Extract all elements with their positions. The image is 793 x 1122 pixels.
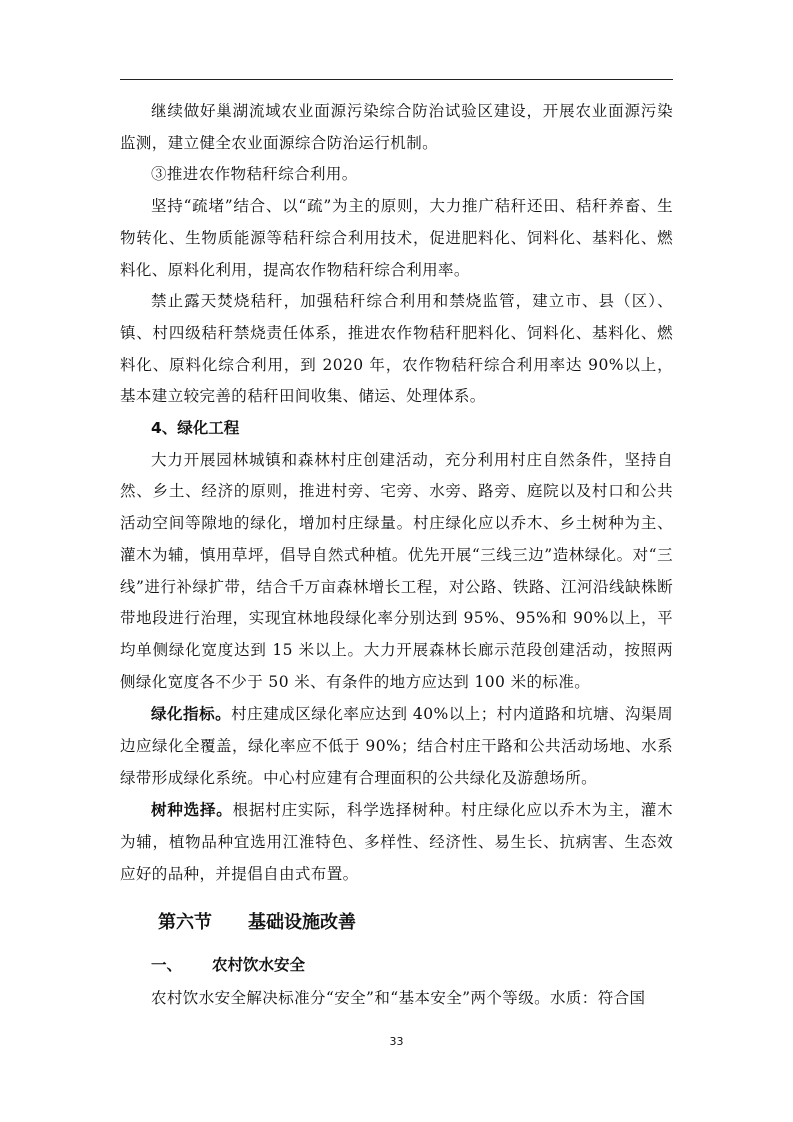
paragraph-species-selection: [120, 794, 673, 890]
document-body: [120, 96, 673, 1014]
species-text: 根据村庄实际，科学选择树种。村庄绿化应以乔木为主，灌木为辅，植物品种宜选用江淮特色、多样性、经济性、易生长、抗病害、生态效应好的品种，并提倡自由式布置。: [120, 801, 673, 883]
section-title: 基础设施改善: [248, 911, 356, 933]
page-number: 33: [389, 1035, 404, 1048]
indicator-text: 村庄建成区绿化率应达到 40%以上；村内道路和坑塘、沟渠周边应绿化全覆盖，绿化率应不低于 90%；结合村庄干路和公共活动场地、水系绿带形成绿化系统。中心村应建有合理面积的公共绿化及游憩场所。: [120, 705, 673, 787]
section-number: 第六节: [158, 911, 212, 933]
paragraph-straw-principle: 坚持“疏堵”结合、以“疏”为主的原则，大力推广秸秆还田、秸秆养畜、生物转化、生物质能源等秸秆综合利用技术，促进肥料化、饲料化、基料化、燃料化、原料化利用，提高农作物秸秆综合利用率。: [120, 197, 673, 279]
subheading-greening: 4、绿化工程: [151, 419, 240, 438]
subsection-number: 一、: [151, 954, 183, 974]
species-lead: 树种选择。: [151, 800, 233, 820]
paragraph-straw-burning-ban: 禁止露天焚烧秸秆，加强秸秆综合利用和禁烧监管，建立市、县（区）、镇、村四级秸秆禁烧责任体系，推进农作物秸秆肥料化、饲料化、基料化、燃料化、原料化综合利用，到 2020 年，农作物秸秆综合利用率达 90%以上，基本建立较完善的秸秆田间收集、储运、处理体系。: [120, 292, 673, 406]
paragraph-greening-indicator: [120, 698, 673, 794]
section-heading: [120, 905, 673, 941]
paragraph-greening: 大力开展园林城镇和森林村庄创建活动，充分利用村庄自然条件，坚持自然、乡土、经济的原则，推进村旁、宅旁、水旁、路旁、庭院以及村口和公共活动空间等隙地的绿化，增加村庄绿量。村庄绿化应以乔木、乡土树种为主、灌木为辅，慎用草坪，倡导自然式种植。优先开展“三线三边”造林绿化。对“三线”进行补绿扩带，结合千万亩森林增长工程，对公路、铁路、江河沿线缺株断带地段进行治理，实现宜林地段绿化率分别达到 95%、95%和 90%以上，平均单侧绿化宽度达到 15 米以上。大力开展森林长廊示范段创建活动，按照两侧绿化宽度各不少于 50 米、有条件的地方应达到 100 米的标准。: [120, 450, 673, 691]
header-rule: [120, 79, 673, 80]
item-straw-utilization: ③推进农作物秸秆综合利用。: [151, 165, 358, 184]
indicator-lead: 绿化指标。: [151, 704, 232, 724]
subsection-title: 农村饮水安全: [212, 954, 306, 974]
paragraph-water-safety: 农村饮水安全解决标准分“安全”和“基本安全”两个等级。水质：符合国: [151, 988, 646, 1007]
paragraph-monitoring: 继续做好巢湖流域农业面源污染综合防治试验区建设，开展农业面源污染监测，建立健全农业面源综合防治运行机制。: [120, 102, 673, 152]
subsection-heading: [120, 947, 673, 983]
